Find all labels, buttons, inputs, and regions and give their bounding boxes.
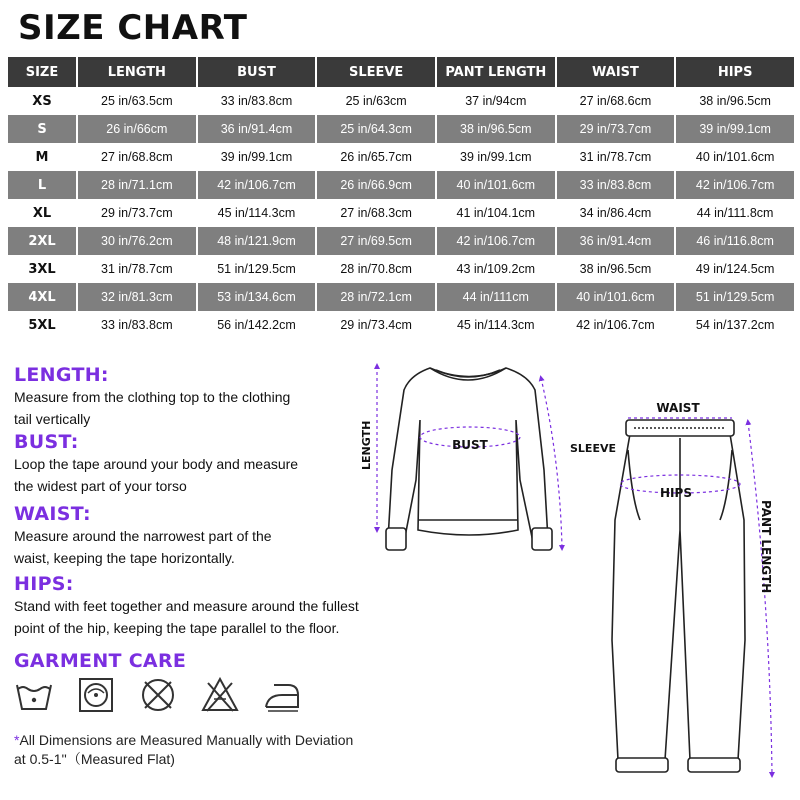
column-header: WAIST xyxy=(557,57,675,87)
guide-text: tail vertically xyxy=(14,411,91,427)
measure-cell: 39 in/99.1cm xyxy=(676,115,794,143)
pants-drawing xyxy=(612,420,745,772)
column-header: PANT LENGTH xyxy=(437,57,555,87)
measure-cell: 31 in/78.7cm xyxy=(579,150,652,164)
measure-cell: 32 in/81.3cm xyxy=(78,283,196,311)
guide-text: Stand with feet together and measure around the fullest xyxy=(14,598,359,614)
measure-cell: 36 in/91.4cm xyxy=(198,115,316,143)
measure-cell: 42 in/106.7cm xyxy=(576,318,655,332)
measure-cell: 40 in/101.6cm xyxy=(695,150,775,164)
label-length: LENGTH xyxy=(360,420,373,470)
measure-cell: 38 in/96.5cm xyxy=(579,262,652,276)
measure-cell: 31 in/78.7cm xyxy=(101,262,173,276)
guide-text: Measure around the narrowest part of the xyxy=(14,528,272,544)
measure-cell: 43 in/109.2cm xyxy=(456,262,536,276)
measure-cell: 27 in/69.5cm xyxy=(317,227,435,255)
measure-cell: 51 in/129.5cm xyxy=(217,262,296,276)
guide-text: waist, keeping the tape horizontally. xyxy=(14,550,235,566)
measure-cell: 45 in/114.3cm xyxy=(456,318,535,332)
measure-cell: 45 in/114.3cm xyxy=(217,206,296,220)
guide-heading-bust: BUST: xyxy=(14,431,79,453)
garment-care-heading: GARMENT CARE xyxy=(14,650,187,672)
size-cell: 3XL xyxy=(28,261,56,277)
size-cell: 4XL xyxy=(8,283,76,311)
measure-cell: 46 in/116.8cm xyxy=(676,227,794,255)
measure-cell: 25 in/63.5cm xyxy=(101,94,173,108)
measure-cell: 25 in/64.3cm xyxy=(317,115,435,143)
measure-cell: 33 in/83.8cm xyxy=(557,171,675,199)
guide-heading-length: LENGTH: xyxy=(14,364,109,386)
note-asterisk: * xyxy=(14,732,20,748)
column-header: SLEEVE xyxy=(317,57,435,87)
measure-cell: 38 in/96.5cm xyxy=(437,115,555,143)
measure-cell: 26 in/66.9cm xyxy=(317,171,435,199)
measure-cell: 34 in/86.4cm xyxy=(579,206,652,220)
measure-cell: 33 in/83.8cm xyxy=(101,318,173,332)
measure-cell: 28 in/71.1cm xyxy=(78,171,196,199)
pant-length-measure-line xyxy=(748,422,772,775)
column-header: SIZE xyxy=(8,57,76,87)
label-hips: HIPS xyxy=(660,486,692,500)
measure-cell: 48 in/121.9cm xyxy=(198,227,316,255)
measure-cell: 56 in/142.2cm xyxy=(217,318,296,332)
column-header: BUST xyxy=(198,57,316,87)
measure-cell: 26 in/65.7cm xyxy=(340,150,412,164)
guide-text: point of the hip, keeping the tape parallel to the floor. xyxy=(14,620,340,636)
size-cell: L xyxy=(8,171,76,199)
guide-heading-hips: HIPS: xyxy=(14,573,74,595)
measure-cell: 30 in/76.2cm xyxy=(78,227,196,255)
sweatshirt-drawing xyxy=(386,368,552,550)
measure-cell: 53 in/134.6cm xyxy=(198,283,316,311)
measure-cell: 42 in/106.7cm xyxy=(198,171,316,199)
size-cell: 2XL xyxy=(8,227,76,255)
column-header: LENGTH xyxy=(78,57,196,87)
measure-cell: 49 in/124.5cm xyxy=(695,262,775,276)
label-sleeve: SLEEVE xyxy=(570,442,616,455)
measure-cell: 29 in/73.4cm xyxy=(340,318,412,332)
size-cell: 5XL xyxy=(28,317,56,333)
measure-cell: 26 in/66cm xyxy=(78,115,196,143)
measure-cell: 27 in/68.6cm xyxy=(579,94,652,108)
measure-cell: 39 in/99.1cm xyxy=(220,150,293,164)
measure-cell: 41 in/104.1cm xyxy=(456,206,536,220)
measure-cell: 33 in/83.8cm xyxy=(220,94,293,108)
column-header: HIPS xyxy=(676,57,794,87)
measure-cell: 42 in/106.7cm xyxy=(676,171,794,199)
guide-heading-waist: WAIST: xyxy=(14,503,91,525)
page-title: SIZE CHART xyxy=(18,8,248,48)
measure-cell: 39 in/99.1cm xyxy=(460,150,532,164)
measure-cell: 44 in/111cm xyxy=(437,283,555,311)
measure-cell: 37 in/94cm xyxy=(465,94,527,108)
measure-cell: 28 in/72.1cm xyxy=(317,283,435,311)
size-cell: XL xyxy=(32,205,52,221)
label-pant-length: PANT LENGTH xyxy=(759,500,773,594)
guide-text: the widest part of your torso xyxy=(14,478,187,494)
measure-cell: 38 in/96.5cm xyxy=(699,94,771,108)
measure-cell: 54 in/137.2cm xyxy=(695,318,775,332)
guide-text: Measure from the clothing top to the clothing xyxy=(14,389,291,405)
measure-cell: 25 in/63cm xyxy=(345,94,407,108)
measure-cell: 27 in/68.3cm xyxy=(340,206,412,220)
measure-cell: 27 in/68.8cm xyxy=(101,150,173,164)
measure-cell: 40 in/101.6cm xyxy=(557,283,675,311)
size-cell: S xyxy=(8,115,76,143)
measure-cell: 51 in/129.5cm xyxy=(676,283,794,311)
measure-cell: 42 in/106.7cm xyxy=(437,227,555,255)
note-line: at 0.5-1''（Measured Flat) xyxy=(14,751,175,767)
measure-cell: 44 in/111.8cm xyxy=(696,206,774,220)
measure-cell: 36 in/91.4cm xyxy=(557,227,675,255)
measure-cell: 29 in/73.7cm xyxy=(101,206,173,220)
note-line: All Dimensions are Measured Manually with Deviation xyxy=(19,732,354,748)
guide-text: Loop the tape around your body and measure xyxy=(14,456,299,472)
size-cell: M xyxy=(35,149,49,165)
measure-cell: 29 in/73.7cm xyxy=(557,115,675,143)
size-cell: XS xyxy=(32,93,52,109)
measure-cell: 28 in/70.8cm xyxy=(340,262,412,276)
label-waist: WAIST xyxy=(656,401,700,415)
measure-cell: 40 in/101.6cm xyxy=(437,171,555,199)
label-bust: BUST xyxy=(452,438,488,452)
